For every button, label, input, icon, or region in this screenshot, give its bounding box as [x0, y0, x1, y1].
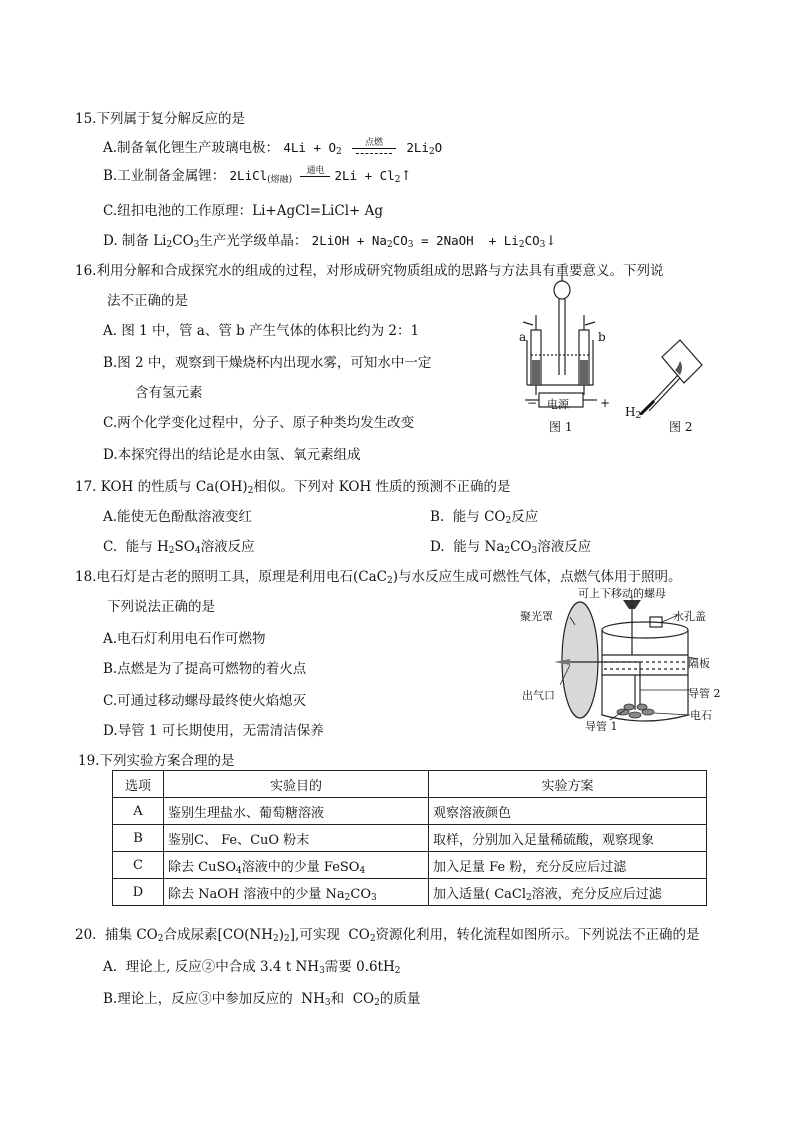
- q15-d-sub4: 3: [407, 240, 414, 250]
- q15-option-a: [103, 138, 442, 157]
- q15-d-mid1: CO: [172, 233, 194, 249]
- q20-b-sub2: 2: [374, 998, 380, 1008]
- table-cell-goal: [164, 879, 429, 906]
- table-header-row: [113, 771, 707, 798]
- q20-a-sub1: 3: [319, 966, 325, 976]
- q17-stem: [75, 478, 511, 496]
- q15-b-sub: 2: [394, 175, 401, 185]
- q15-stem: 15.下列属于复分解反应的是: [75, 111, 245, 127]
- table-row: [113, 798, 707, 825]
- q16-stem-line1: 16.利用分解和合成探究水的组成的过程，对形成研究物质组成的思路与方法具有重要意义。下列说: [75, 263, 664, 279]
- q15-option-c: C.纽扣电池的工作原理：Li+AgCl=LiCl+ Ag: [103, 203, 384, 219]
- q15-b-condition: [298, 166, 332, 184]
- q20-stem-sub1: 2: [157, 934, 164, 944]
- goal-d-part1: 除去 NaOH 溶液中的少量 Na: [168, 886, 345, 902]
- q18-stem-part1: 18.电石灯是古老的照明工具，原理是利用电石(CaC: [75, 569, 387, 585]
- q15-d-eq1: 2LiOH + Na: [311, 233, 387, 248]
- q17-d-part2: CO: [510, 539, 532, 555]
- table-header-plan: 实验方案: [429, 771, 707, 798]
- goal-c-sub1: 4: [236, 865, 242, 876]
- q17-d-part1: D. 能与 Na: [430, 539, 505, 555]
- carbide-label-cap: 水孔盖: [673, 610, 706, 623]
- q15-a-eq-left: 4Li + O: [283, 140, 337, 155]
- fig1-caption: 图 1: [549, 420, 573, 434]
- fig2-h2-sub: 2: [635, 411, 642, 421]
- fig1-minus-sign: −: [527, 396, 538, 410]
- q15-d-sub6: 3: [539, 240, 546, 250]
- table-cell-goal: 鉴别生理盐水、葡萄糖溶液: [164, 798, 429, 825]
- q17-stem-part1: 17. KOH 的性质与 Ca(OH): [75, 479, 248, 495]
- q15-a-condition: [348, 138, 400, 156]
- q20-stem-part4: ],可实现 CO: [289, 927, 370, 943]
- q15-b-eq-right: 2Li + Cl: [334, 168, 395, 183]
- q20-stem-sub4: 2: [369, 934, 376, 944]
- goal-d-part2: CO: [350, 886, 371, 902]
- q15-option-b: [103, 166, 412, 185]
- q15-d-arrow: ↓: [545, 233, 557, 249]
- carbide-label-tube1: 导管 1: [585, 720, 618, 733]
- goal-c-part1: 除去 CuSO: [168, 859, 237, 875]
- table-cell-plan: [429, 879, 707, 906]
- q18-option-c: C.可通过移动螺母最终使火焰熄灭: [103, 693, 307, 709]
- carbide-label-partition: 隔板: [688, 657, 710, 670]
- q15-b-arrow: ↑: [400, 168, 412, 184]
- q18-stem-line2: 下列说法正确的是: [107, 599, 215, 615]
- q16-option-d: D.本探究得出的结论是水由氢、氧元素组成: [103, 447, 361, 463]
- q20-stem-part1: 20. 捕集 CO: [75, 927, 158, 943]
- fig1-label-a: a: [519, 330, 527, 344]
- q20-stem-part2: 合成尿素[CO(NH: [163, 927, 274, 943]
- table-cell-goal: [164, 852, 429, 879]
- table-cell-option: D: [113, 879, 164, 906]
- q17-c-part3: 溶液反应: [200, 539, 255, 555]
- q15-a-sub: 2: [336, 147, 342, 157]
- q19-stem: 19.下列实验方案合理的是: [78, 753, 235, 769]
- q17-option-b: [430, 508, 538, 526]
- fig2-h2-text: H: [625, 405, 636, 419]
- q16-option-a: A. 图 1 中，管 a、管 b 产生气体的体积比约为 2：1: [103, 323, 420, 339]
- q20-stem-sub3: 2: [284, 934, 290, 944]
- q20-stem-part5: 资源化利用，转化流程如图所示。下列说法不正确的是: [375, 927, 700, 943]
- table-cell-option: A: [113, 798, 164, 825]
- q20-b-part2: 和 CO: [330, 991, 375, 1007]
- q17-stem-part2: 相似。下列对 KOH 性质的预测不正确的是: [253, 479, 511, 495]
- hydrogen-burning-figure: [640, 335, 710, 415]
- q15-d-sub3: 2: [386, 240, 393, 250]
- fig2-h2-label: [625, 405, 641, 419]
- table-row: [113, 852, 707, 879]
- q17-b-part1: B. 能与 CO: [430, 509, 506, 525]
- q15-a-sub2: 2: [428, 147, 435, 157]
- q17-c-part2: SO: [174, 539, 195, 555]
- q15-d-mid2: 生产光学级单晶：: [199, 233, 308, 249]
- q20-stem-part3: ): [278, 927, 285, 943]
- q15-d-sub1: 2: [166, 240, 173, 250]
- q15-b-cond-text: 通电: [306, 166, 325, 176]
- q15-d-sub2: 3: [193, 240, 200, 250]
- q17-c-sub1: 2: [168, 546, 175, 556]
- carbide-label-carbide: 电石: [690, 709, 712, 722]
- q17-option-d: [430, 538, 591, 556]
- q16-option-c: C.两个化学变化过程中，分子、原子种类均发生改变: [103, 415, 415, 431]
- plan-d-part2: 溶液，充分反应后过滤: [531, 886, 662, 902]
- q17-option-a: A.能使无色酚酞溶液变红: [103, 509, 253, 525]
- fig1-label-b: b: [598, 330, 606, 344]
- q15-d-eq2: CO: [392, 233, 408, 248]
- q18-option-b: B.点燃是为了提高可燃物的着火点: [103, 661, 307, 677]
- q15-d-prefix: D. 制备 Li: [103, 233, 167, 249]
- q17-b-sub: 2: [505, 516, 512, 526]
- fig2-caption: 图 2: [669, 420, 693, 434]
- table-header-goal: 实验目的: [164, 771, 429, 798]
- q15-d-eq4: CO: [524, 233, 540, 248]
- q15-b-eq-left: 2LiCl: [229, 168, 268, 183]
- goal-c-part2: 溶液中的少量 FeSO: [241, 859, 360, 875]
- table-row: [113, 879, 707, 906]
- table-cell-plan: 加入足量 Fe 粉，充分反应后过滤: [429, 852, 707, 879]
- q20-b-sub1: 3: [324, 998, 331, 1008]
- q16-option-b-line2: 含有氢元素: [135, 385, 203, 401]
- q15-b-note: (熔融): [267, 175, 293, 185]
- q20-stem-sub2: 2: [273, 934, 279, 944]
- q15-a-eq-tail: O: [434, 140, 443, 155]
- table-row: [113, 825, 707, 852]
- q18-option-d: D.导管 1 可长期使用，无需清洁保养: [103, 723, 324, 739]
- q15-a-eq-right: 2Li: [406, 140, 429, 155]
- goal-c-sub2: 4: [359, 865, 366, 876]
- q20-stem: [75, 926, 700, 944]
- q15-a-cond-text: 点燃: [365, 138, 384, 148]
- q15-option-d: [103, 232, 557, 250]
- q17-stem-sub: 2: [247, 486, 254, 496]
- table-cell-option: C: [113, 852, 164, 879]
- q15-d-eq3: = 2NaOH + Li: [413, 233, 519, 248]
- q16-stem-line2: 法不正确的是: [107, 293, 188, 309]
- q20-b-part1: B.理论上，反应③中参加反应的 NH: [103, 991, 325, 1007]
- q18-stem-part2: )与水反应生成可燃性气体，点燃气体用于照明。: [392, 569, 682, 585]
- fig1-power-label: 电源: [547, 398, 569, 411]
- q20-a-sub2: 2: [394, 966, 401, 976]
- q15-a-prefix: A.制备氧化锂生产玻璃电极：: [103, 140, 280, 156]
- table-header-option: 选项: [113, 771, 164, 798]
- experiment-table: [112, 770, 707, 906]
- plan-d-sub: 2: [526, 892, 532, 903]
- plan-d-part1: 加入适量( CaCl: [433, 886, 527, 902]
- q17-option-c: [103, 538, 255, 556]
- q20-a-part1: A. 理论上, 反应②中合成 3.4 t NH: [103, 959, 320, 975]
- q17-b-part2: 反应: [511, 509, 539, 525]
- table-cell-goal: 鉴别C、 Fe、CuO 粉末: [164, 825, 429, 852]
- table-cell-plan: 取样，分别加入足量稀硫酸，观察现象: [429, 825, 707, 852]
- q20-a-part2: 需要 0.6tH: [324, 959, 395, 975]
- goal-d-sub2: 3: [371, 892, 377, 903]
- carbide-label-nut: 可上下移动的螺母: [578, 587, 666, 600]
- table-cell-option: B: [113, 825, 164, 852]
- q16-option-b-line1: B.图 2 中，观察到干燥烧杯内出现水雾，可知水中一定: [103, 355, 432, 371]
- q15-d-sub5: 2: [518, 240, 525, 250]
- q18-option-a: A.电石灯利用电石作可燃物: [103, 631, 266, 647]
- q20-option-a: [103, 958, 401, 976]
- table-cell-plan: 观察溶液颜色: [429, 798, 707, 825]
- q17-c-sub2: 4: [194, 546, 201, 556]
- goal-d-sub1: 2: [344, 892, 351, 903]
- q20-option-b: [103, 990, 420, 1008]
- carbide-label-tube2: 导管 2: [688, 687, 721, 700]
- q17-d-sub2: 3: [531, 546, 538, 556]
- q17-d-sub1: 2: [504, 546, 511, 556]
- q17-c-part1: C. 能与 H: [103, 539, 169, 555]
- q18-stem-sub: 2: [386, 576, 393, 586]
- carbide-label-outlet: 出气口: [522, 689, 555, 702]
- fig1-plus-sign: +: [600, 396, 611, 410]
- q18-stem-line1: [75, 568, 681, 586]
- q15-b-prefix: B.工业制备金属锂：: [103, 168, 226, 184]
- q17-d-part3: 溶液反应: [537, 539, 592, 555]
- q20-b-part3: 的质量: [379, 991, 421, 1007]
- carbide-label-cover: 聚光罩: [520, 610, 553, 623]
